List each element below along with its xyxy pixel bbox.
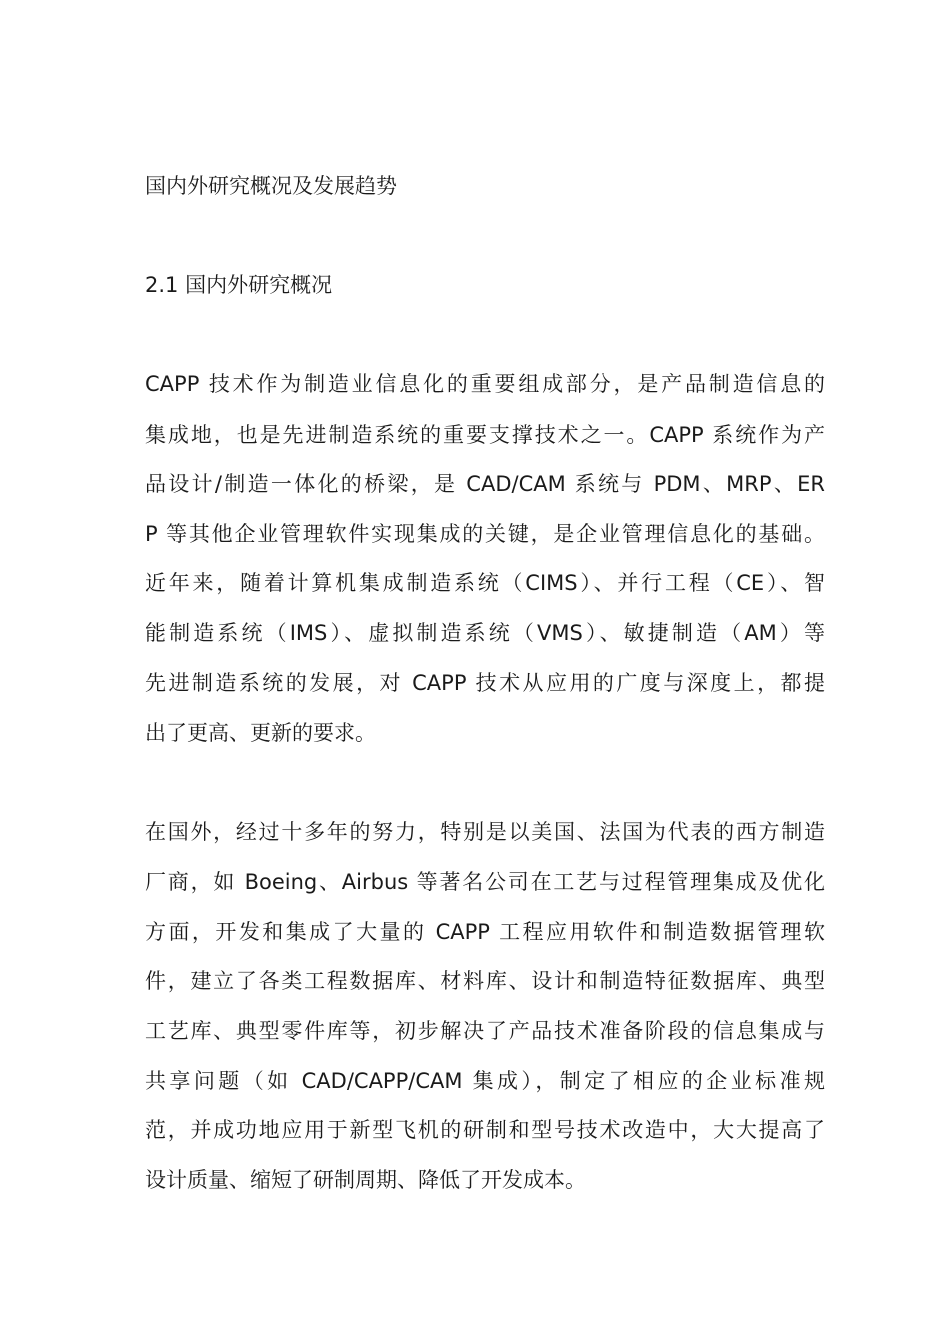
paragraph-line: P 等其他企业管理软件实现集成的关键，是企业管理信息化的基础。	[145, 522, 825, 546]
section-heading: 2.1 国内外研究概况	[145, 273, 333, 297]
paragraph-line: 范，并成功地应用于新型飞机的研制和型号技术改造中，大大提高了	[145, 1118, 825, 1142]
paragraph-line: 方面，开发和集成了大量的 CAPP 工程应用软件和制造数据管理软	[145, 920, 825, 944]
paragraph-line: 近年来，随着计算机集成制造系统（CIMS）、并行工程（CE）、智	[145, 571, 825, 595]
paragraph-line: 厂商，如 Boeing、Airbus 等著名公司在工艺与过程管理集成及优化	[145, 870, 825, 894]
paragraph-line: 品设计/制造一体化的桥梁，是 CAD/CAM 系统与 PDM、MRP、ER	[145, 472, 825, 496]
paragraph-line: 设计质量、缩短了研制周期、降低了开发成本。	[145, 1168, 586, 1192]
paragraph-line: 出了更高、更新的要求。	[145, 721, 376, 745]
paragraph-line: 件，建立了各类工程数据库、材料库、设计和制造特征数据库、典型	[145, 969, 825, 993]
paragraph-line: 先进制造系统的发展，对 CAPP 技术从应用的广度与深度上，都提	[145, 671, 825, 695]
document-title: 国内外研究概况及发展趋势	[145, 174, 397, 198]
paragraph-line: 能制造系统（IMS）、虚拟制造系统（VMS）、敏捷制造（AM）等	[145, 621, 825, 645]
paragraph-line: 工艺库、典型零件库等，初步解决了产品技术准备阶段的信息集成与	[145, 1019, 825, 1043]
paragraph-line: 在国外，经过十多年的努力，特别是以美国、法国为代表的西方制造	[145, 820, 825, 844]
paragraph-line: 共享问题（如 CAD/CAPP/CAM 集成），制定了相应的企业标准规	[145, 1069, 825, 1093]
paragraph-line: 集成地，也是先进制造系统的重要支撑技术之一。CAPP 系统作为产	[145, 423, 825, 447]
paragraph-line: CAPP 技术作为制造业信息化的重要组成部分，是产品制造信息的	[145, 372, 825, 396]
